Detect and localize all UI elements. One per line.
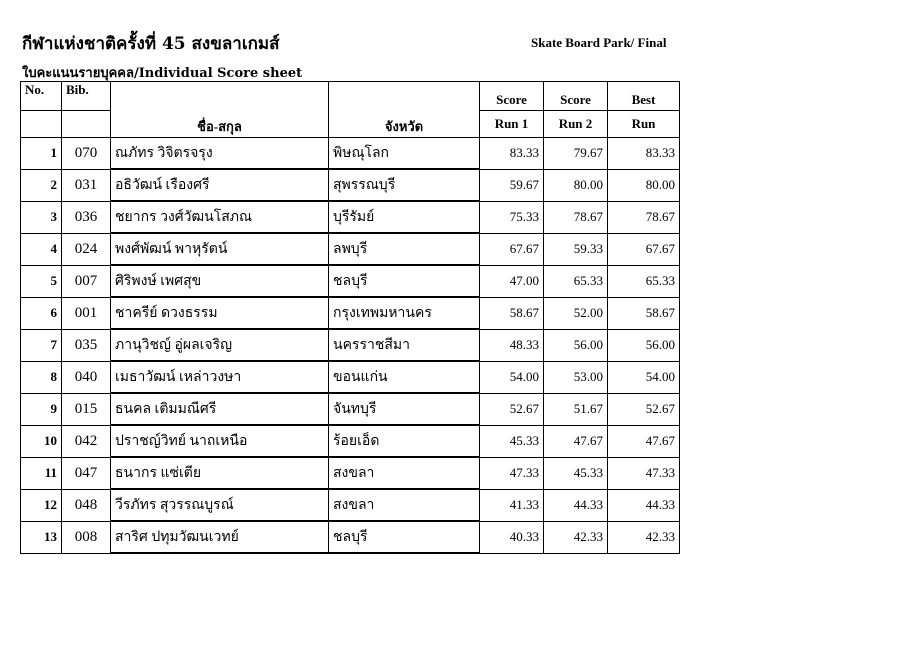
cell-run2: 51.67 xyxy=(544,393,608,425)
table-row xyxy=(21,138,680,170)
cell-name: ธนคล เติมมณีศรี xyxy=(111,393,329,425)
cell-best: 65.33 xyxy=(608,265,680,297)
cell-name: เมธาวัฒน์ เหล่าวงษา xyxy=(111,361,329,393)
cell-rank: 8 xyxy=(21,361,62,393)
cell-run2: 44.33 xyxy=(544,489,608,521)
cell-name: ศิริพงษ์ เพศสุข xyxy=(111,265,329,297)
cell-bib: 024 xyxy=(62,233,111,265)
cell-rank: 10 xyxy=(21,425,62,457)
cell-run1: 67.67 xyxy=(480,233,544,265)
cell-rank: 5 xyxy=(21,265,62,297)
table-row xyxy=(21,233,680,265)
cell-bib: 015 xyxy=(62,393,111,425)
cell-run1: 54.00 xyxy=(480,361,544,393)
cell-name: อธิวัฒน์ เรืองศรี xyxy=(111,169,329,201)
cell-best: 78.67 xyxy=(608,201,680,233)
cell-bib: 035 xyxy=(62,329,111,361)
header-no: No. xyxy=(21,82,62,111)
cell-province: กรุงเทพมหานคร xyxy=(329,297,480,329)
cell-run1: 52.67 xyxy=(480,393,544,425)
table-row xyxy=(21,169,680,201)
header-name: ชื่อ-สกุล xyxy=(111,82,329,138)
cell-run2: 80.00 xyxy=(544,169,608,201)
cell-run2: 52.00 xyxy=(544,297,608,329)
cell-rank: 11 xyxy=(21,457,62,489)
cell-rank: 2 xyxy=(21,169,62,201)
cell-rank: 1 xyxy=(21,138,62,170)
cell-run2: 78.67 xyxy=(544,201,608,233)
table-row xyxy=(21,329,680,361)
table-row xyxy=(21,521,680,553)
cell-province: ชลบุรี xyxy=(329,521,480,553)
cell-run1: 75.33 xyxy=(480,201,544,233)
cell-province: ขอนแก่น xyxy=(329,361,480,393)
header-best-run: Run xyxy=(608,111,680,138)
cell-name: ชยากร วงศ์วัฒนโสภณ xyxy=(111,201,329,233)
cell-province: นครราชสีมา xyxy=(329,329,480,361)
table-row xyxy=(21,361,680,393)
cell-bib: 048 xyxy=(62,489,111,521)
cell-province: ร้อยเอ็ด xyxy=(329,425,480,457)
cell-run2: 42.33 xyxy=(544,521,608,553)
table-row xyxy=(21,393,680,425)
cell-rank: 9 xyxy=(21,393,62,425)
cell-name: ภานุวิชญ์ อู่ผลเจริญ xyxy=(111,329,329,361)
header-province: จังหวัด xyxy=(329,82,480,138)
cell-name: ชาครีย์ ดวงธรรม xyxy=(111,297,329,329)
cell-run2: 45.33 xyxy=(544,457,608,489)
cell-best: 83.33 xyxy=(608,138,680,170)
cell-name: สาริศ ปทุมวัฒนเวทย์ xyxy=(111,521,329,553)
header-run1: Run 1 xyxy=(480,111,544,138)
cell-run1: 83.33 xyxy=(480,138,544,170)
cell-name: ณภัทร วิจิตรจรุง xyxy=(111,138,329,170)
cell-province: บุรีรัมย์ xyxy=(329,201,480,233)
header-no-blank xyxy=(21,111,62,138)
table-row xyxy=(21,425,680,457)
header-best: Best xyxy=(608,82,680,111)
cell-run2: 56.00 xyxy=(544,329,608,361)
cell-run2: 79.67 xyxy=(544,138,608,170)
cell-name: พงศ์พัฒน์ พาหุรัตน์ xyxy=(111,233,329,265)
cell-run1: 40.33 xyxy=(480,521,544,553)
cell-province: สงขลา xyxy=(329,489,480,521)
cell-run2: 65.33 xyxy=(544,265,608,297)
event-name: Skate Board Park/ Final xyxy=(531,35,667,50)
cell-bib: 001 xyxy=(62,297,111,329)
table-row xyxy=(21,489,680,521)
cell-best: 44.33 xyxy=(608,489,680,521)
cell-run1: 58.67 xyxy=(480,297,544,329)
cell-best: 58.67 xyxy=(608,297,680,329)
cell-run2: 59.33 xyxy=(544,233,608,265)
cell-best: 47.33 xyxy=(608,457,680,489)
table-row xyxy=(21,201,680,233)
header-score2: Score xyxy=(544,82,608,111)
cell-name: ปราชญ์วิทย์ นาถเหนือ xyxy=(111,425,329,457)
cell-bib: 008 xyxy=(62,521,111,553)
cell-province: สงขลา xyxy=(329,457,480,489)
cell-province: จันทบุรี xyxy=(329,393,480,425)
cell-name: วีรภัทร สุวรรณบูรณ์ xyxy=(111,489,329,521)
table-row xyxy=(21,297,680,329)
cell-best: 67.67 xyxy=(608,233,680,265)
cell-bib: 036 xyxy=(62,201,111,233)
cell-best: 47.67 xyxy=(608,425,680,457)
cell-run2: 47.67 xyxy=(544,425,608,457)
cell-run1: 59.67 xyxy=(480,169,544,201)
header-run2: Run 2 xyxy=(544,111,608,138)
cell-rank: 3 xyxy=(21,201,62,233)
cell-best: 54.00 xyxy=(608,361,680,393)
score-table xyxy=(20,81,680,554)
cell-run1: 45.33 xyxy=(480,425,544,457)
page-title: กีฬาแห่งชาติครั้งที่ 45 สงขลาเกมส์ xyxy=(22,34,280,54)
cell-best: 52.67 xyxy=(608,393,680,425)
cell-rank: 7 xyxy=(21,329,62,361)
cell-rank: 4 xyxy=(21,233,62,265)
cell-province: สุพรรณบุรี xyxy=(329,169,480,201)
cell-bib: 047 xyxy=(62,457,111,489)
cell-province: ลพบุรี xyxy=(329,233,480,265)
header-bib-blank xyxy=(62,111,111,138)
cell-bib: 040 xyxy=(62,361,111,393)
cell-rank: 6 xyxy=(21,297,62,329)
header-row-top xyxy=(21,82,680,111)
cell-run1: 41.33 xyxy=(480,489,544,521)
table-row xyxy=(21,457,680,489)
cell-rank: 13 xyxy=(21,521,62,553)
cell-bib: 042 xyxy=(62,425,111,457)
score-table-body xyxy=(21,138,680,554)
cell-run1: 47.00 xyxy=(480,265,544,297)
cell-rank: 12 xyxy=(21,489,62,521)
cell-province: ชลบุรี xyxy=(329,265,480,297)
cell-best: 42.33 xyxy=(608,521,680,553)
cell-best: 80.00 xyxy=(608,169,680,201)
cell-best: 56.00 xyxy=(608,329,680,361)
cell-province: พิษณุโลก xyxy=(329,138,480,170)
table-row xyxy=(21,265,680,297)
sheet-subtitle: ใบคะแนนรายบุคคล/Individual Score sheet xyxy=(22,66,303,81)
cell-bib: 070 xyxy=(62,138,111,170)
cell-bib: 031 xyxy=(62,169,111,201)
header-score1: Score xyxy=(480,82,544,111)
header-bib: Bib. xyxy=(62,82,111,111)
cell-run1: 47.33 xyxy=(480,457,544,489)
cell-run2: 53.00 xyxy=(544,361,608,393)
cell-run1: 48.33 xyxy=(480,329,544,361)
cell-bib: 007 xyxy=(62,265,111,297)
cell-name: ธนากร แซ่เตีย xyxy=(111,457,329,489)
